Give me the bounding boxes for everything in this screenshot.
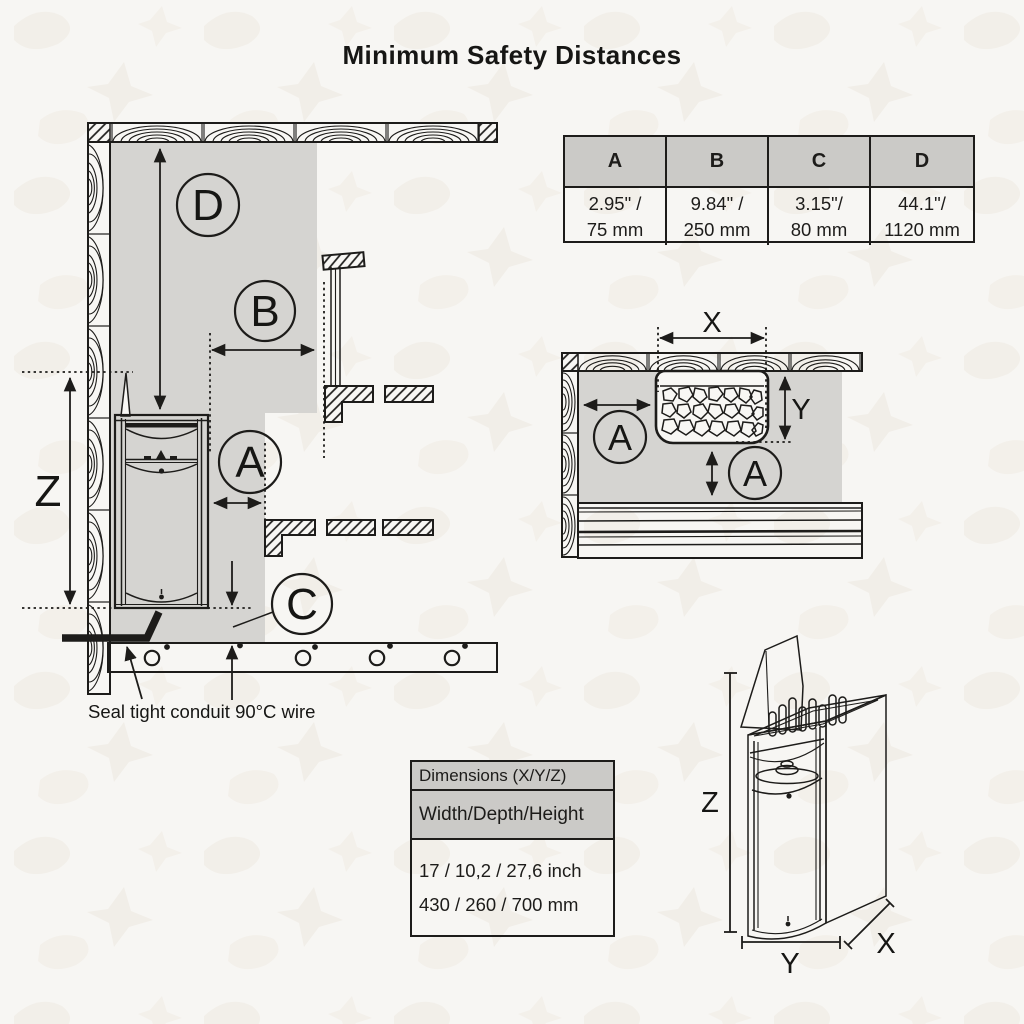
- side-view-diagram: [22, 123, 497, 700]
- dim-label-y: Y: [791, 394, 811, 426]
- dimensions-table: [410, 760, 615, 937]
- iso-dim-label-y: Y: [780, 948, 800, 980]
- value-d-mm: 1120 mm: [884, 218, 960, 240]
- value-b-inch: 9.84" /: [690, 192, 744, 214]
- value-b-mm: 250 mm: [683, 218, 751, 240]
- iso-front-details: [750, 727, 824, 934]
- top-view-diagram: [562, 307, 862, 558]
- top-bench-planks: [578, 503, 862, 558]
- heater-top-view: [656, 371, 768, 443]
- marker-label-a: A: [235, 438, 265, 487]
- value-c-inch: 3.15"/: [795, 192, 843, 214]
- value-a-mm: 75 mm: [586, 218, 644, 240]
- table-header-c: C: [769, 137, 871, 188]
- dimensions-table-subheader: Width/Depth/Height: [412, 791, 613, 840]
- dimensions-table-header: Dimensions (X/Y/Z): [412, 762, 613, 791]
- marker-label-c: C: [286, 580, 318, 629]
- iso-dim-label-x: X: [876, 928, 896, 960]
- table-value-d: [871, 188, 973, 245]
- conduit-note: Seal tight conduit 90°C wire: [88, 701, 316, 722]
- side-wall-left: [88, 142, 110, 694]
- value-d-inch: 44.1"/: [898, 192, 946, 214]
- bench-backrest: [322, 252, 433, 422]
- iso-front-face: [748, 721, 826, 939]
- floor-strip: [108, 643, 497, 672]
- dim-label-x: X: [702, 307, 722, 339]
- side-wall-top: [88, 123, 497, 142]
- safety-distance-table: [563, 135, 975, 243]
- iso-dim-label-z: Z: [701, 787, 719, 819]
- iso-side-face: [826, 695, 886, 923]
- top-wall-left: [562, 371, 578, 557]
- top-wall-top: [562, 353, 862, 371]
- table-header-d: D: [871, 137, 973, 188]
- marker-label-a-left: A: [607, 417, 633, 458]
- table-value-c: [769, 188, 871, 245]
- page-title: Minimum Safety Distances: [342, 40, 682, 70]
- iso-deflector: [741, 636, 803, 730]
- dim-label-z: Z: [34, 467, 62, 516]
- dimensions-table-body: [412, 840, 613, 935]
- table-value-b: [667, 188, 769, 245]
- marker-label-a-front: A: [742, 453, 768, 494]
- value-c-mm: 80 mm: [790, 218, 848, 240]
- table-header-a: A: [565, 137, 667, 188]
- table-value-a: [565, 188, 667, 245]
- table-header-b: B: [667, 137, 769, 188]
- dimensions-row-mm: 430 / 260 / 700 mm: [419, 893, 579, 915]
- marker-label-d: D: [192, 181, 224, 230]
- iso-view-diagram: [701, 636, 896, 980]
- bench-lower: [265, 520, 433, 556]
- value-a-inch: 2.95" /: [588, 192, 642, 214]
- dimensions-row-inch: 17 / 10,2 / 27,6 inch: [419, 859, 582, 881]
- marker-label-b: B: [250, 287, 280, 336]
